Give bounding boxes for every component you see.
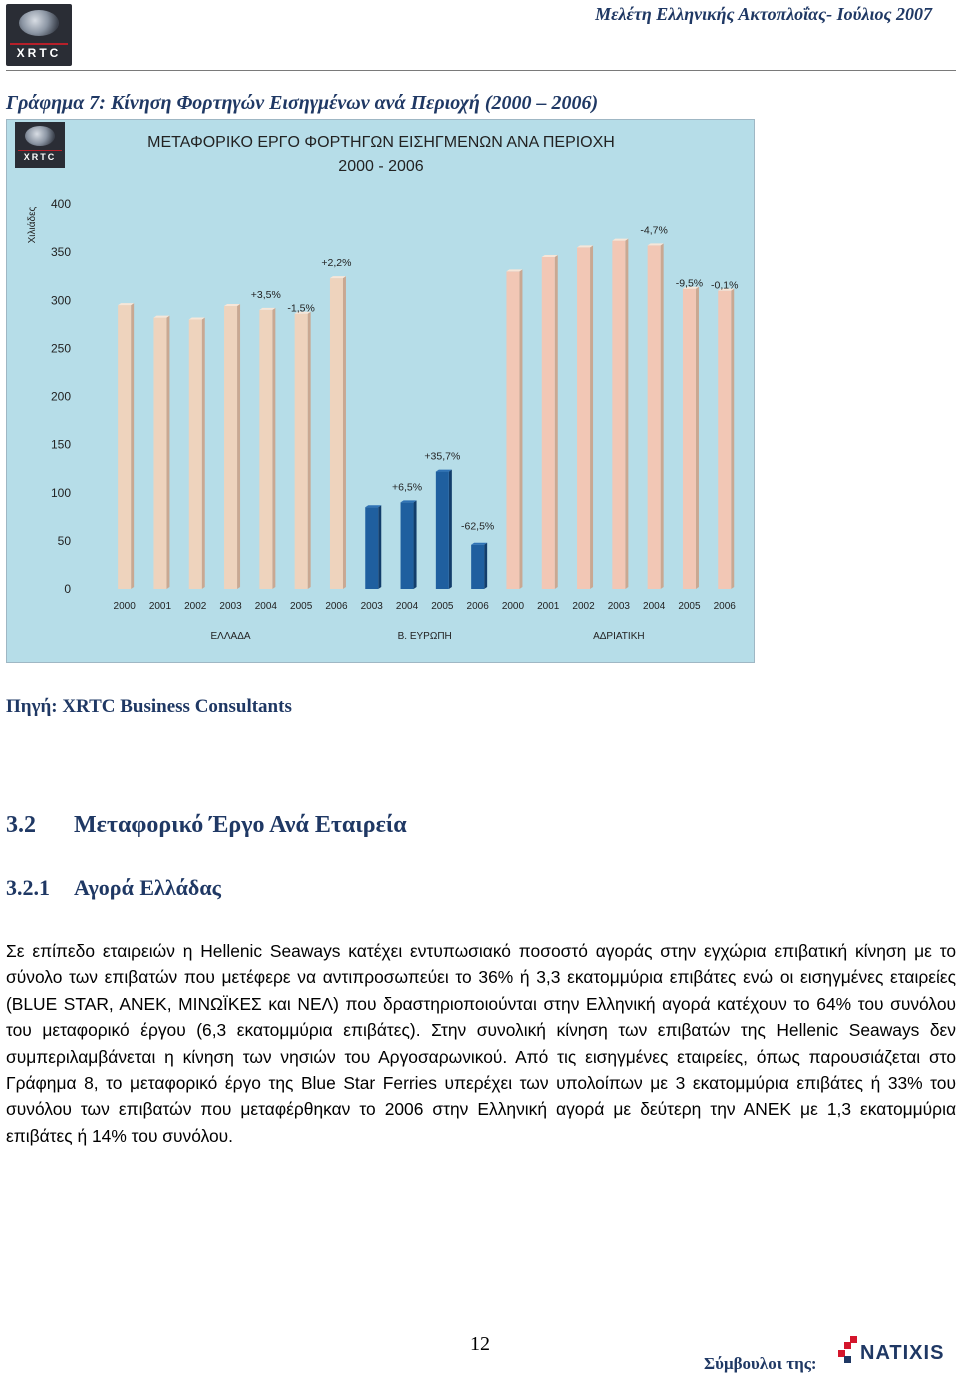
bar-side (625, 239, 628, 589)
bar (330, 278, 343, 589)
bar-side (202, 318, 205, 590)
y-tick-label: 100 (50, 485, 71, 500)
bar (683, 289, 696, 589)
section-heading (6, 812, 407, 839)
bar-annotation: -62,5% (461, 520, 495, 533)
x-tick-label: 2005 (290, 601, 313, 612)
bar-annotation: -0,1% (711, 279, 739, 292)
bar (259, 310, 272, 589)
subsection-heading (6, 875, 221, 901)
logo-text: XRTC (16, 46, 62, 60)
y-tick-label: 50 (57, 533, 71, 548)
y-tick-label: 0 (64, 582, 71, 596)
y-tick-label: 300 (50, 293, 71, 308)
bar (506, 271, 519, 589)
group-label: ΑΔΡΙΑΤΙΚΗ (593, 631, 645, 642)
x-tick-label: 2005 (431, 601, 454, 612)
bar-side (696, 287, 699, 589)
y-tick-label: 200 (50, 389, 71, 404)
document-header-title: Μελέτη Ελληνικής Ακτοπλοΐας- Ιούλιος 2007 (595, 4, 932, 24)
y-axis-label: Χιλιάδες (27, 206, 38, 244)
bar (224, 306, 237, 589)
bar-side (272, 308, 275, 589)
bar-side (555, 255, 558, 589)
body-text (6, 938, 956, 1149)
bar-annotation: +35,7% (424, 450, 461, 463)
x-tick-label: 2004 (643, 601, 666, 612)
y-tick-label: 150 (50, 437, 71, 452)
page-number: 12 (470, 1333, 490, 1355)
bar-chart (6, 119, 755, 663)
bar-annotation: +6,5% (392, 481, 423, 494)
section-title: Μεταφορικό Έργο Ανά Εταιρεία (74, 812, 407, 838)
bar-side (131, 303, 134, 589)
x-tick-label: 2004 (254, 601, 277, 612)
natixis-logo (836, 1336, 956, 1370)
x-tick-label: 2000 (113, 601, 136, 612)
bar-annotation: -1,5% (287, 302, 315, 315)
chart-subtitle: 2000 - 2006 (338, 158, 424, 175)
bar-annotation: +2,2% (321, 257, 352, 270)
logo-rule (10, 43, 68, 45)
logo-emblem-icon (19, 10, 59, 36)
bar-side (378, 505, 381, 589)
y-tick-label: 250 (50, 341, 71, 356)
x-tick-label: 2001 (148, 601, 172, 612)
y-tick-label: 400 (50, 197, 71, 211)
x-tick-label: 2006 (713, 601, 736, 612)
advisors-label: Σύμβουλοι της: (704, 1354, 817, 1373)
natixis-mark-icon (836, 1336, 858, 1370)
section-number: 3.2 (6, 812, 36, 838)
bar-annotation: -4,7% (640, 224, 668, 237)
y-tick-label: 350 (50, 245, 71, 260)
bar-annotation: +3,5% (250, 288, 281, 301)
x-tick-label: 2001 (537, 601, 560, 612)
subsection-number: 3.2.1 (6, 875, 50, 900)
x-tick-label: 2005 (678, 601, 701, 612)
x-tick-label: 2004 (395, 601, 419, 612)
bar (648, 245, 661, 589)
bar (153, 318, 166, 589)
xrtc-logo (6, 4, 72, 66)
bar-side (166, 316, 169, 589)
subsection-title: Αγορά Ελλάδας (74, 875, 221, 900)
x-tick-label: 2003 (360, 601, 383, 612)
x-tick-label: 2003 (219, 601, 242, 612)
bar-side (449, 470, 452, 589)
x-tick-label: 2006 (466, 601, 489, 612)
x-tick-label: 2002 (572, 601, 595, 612)
bar-side (484, 543, 487, 589)
bar-side (414, 500, 417, 589)
group-label: ΕΛΛΑΔΑ (210, 631, 251, 642)
x-tick-label: 2002 (184, 601, 207, 612)
bar-side (237, 304, 240, 589)
bar (718, 291, 731, 589)
bar (612, 241, 625, 589)
bar-side (661, 243, 664, 589)
bar-side (590, 245, 593, 589)
body-paragraph: Σε επίπεδο εταιρειών η Hellenic Seaways κατέχει εντυπωσιακό ποσοστό αγοράς στην εγχώρια επιβατική κίνηση με το σύνολο των επιβατών που μετέφερε να αντιπροσωπεύει το 36% ή 3,3 εκατομμύρια επιβάτες ενώ οι εισηγμένες εταιρείες (BLUE STAR, ANEK, ΜΙΝΩΪΚΕΣ και ΝΕΛ) που δραστηριοποιούνται στην Ελληνική αγορά κατέχουν το 64% του συνόλου του μεταφορικό έργου (6,3 εκατομμύρια επιβάτες). Στην συνολική κίνηση των επιβατών της Hellenic Seaways δεν συμπεριλαμβάνεται η κίνηση των νησιών του Αργοσαρωνικού. Από τις εισηγμένες εταιρείες, όπως παρουσιάζεται στο Γράφημα 8, το μεταφορικό έργο της Blue Star Ferries υπερέχει των υπολοίπων με 3 εκατομμύρια επιβάτες ή 33% του συνόλου των επιβατών που μεταφέρθηκαν το 2006 στην Ελληνική αγορά με δεύτερη την ΑΝΕΚ με 1,3 εκατομμύρια επιβάτες ή 14% του συνόλου. (6, 941, 956, 1146)
bar (471, 545, 484, 589)
figure-caption: Γράφημα 7: Κίνηση Φορτηγών Εισηγμένων ανά Περιοχή (2000 – 2006) (6, 92, 599, 114)
natixis-logo-text: NATIXIS (860, 1342, 945, 1364)
header-divider (6, 70, 956, 71)
bar-side (343, 276, 346, 589)
bar-annotation: -9,5% (675, 277, 704, 290)
bar (365, 507, 378, 589)
bar (118, 305, 131, 589)
bar-side (731, 289, 734, 589)
x-tick-label: 2006 (325, 601, 348, 612)
bar-side (308, 312, 311, 589)
chart-canvas (7, 120, 756, 664)
x-tick-label: 2003 (607, 601, 630, 612)
bar (401, 502, 414, 589)
x-tick-label: 2000 (501, 601, 525, 612)
bar (295, 314, 308, 589)
chart-logo-text: XRTC (23, 152, 57, 162)
figure-source: Πηγή: XRTC Business Consultants (6, 696, 292, 717)
bar (542, 257, 555, 589)
bar (189, 320, 202, 590)
bar (577, 247, 590, 589)
group-label: Β. ΕΥΡΩΠΗ (397, 631, 452, 642)
chart-title: ΜΕΤΑΦΟΡΙΚΟ ΕΡΓΟ ΦΟΡΤΗΓΩΝ ΕΙΣΗΓΜΕΝΩΝ ΑΝΑ ΠΕΡΙΟΧΗ (147, 134, 615, 151)
bar (436, 472, 449, 589)
bar-side (519, 269, 522, 589)
